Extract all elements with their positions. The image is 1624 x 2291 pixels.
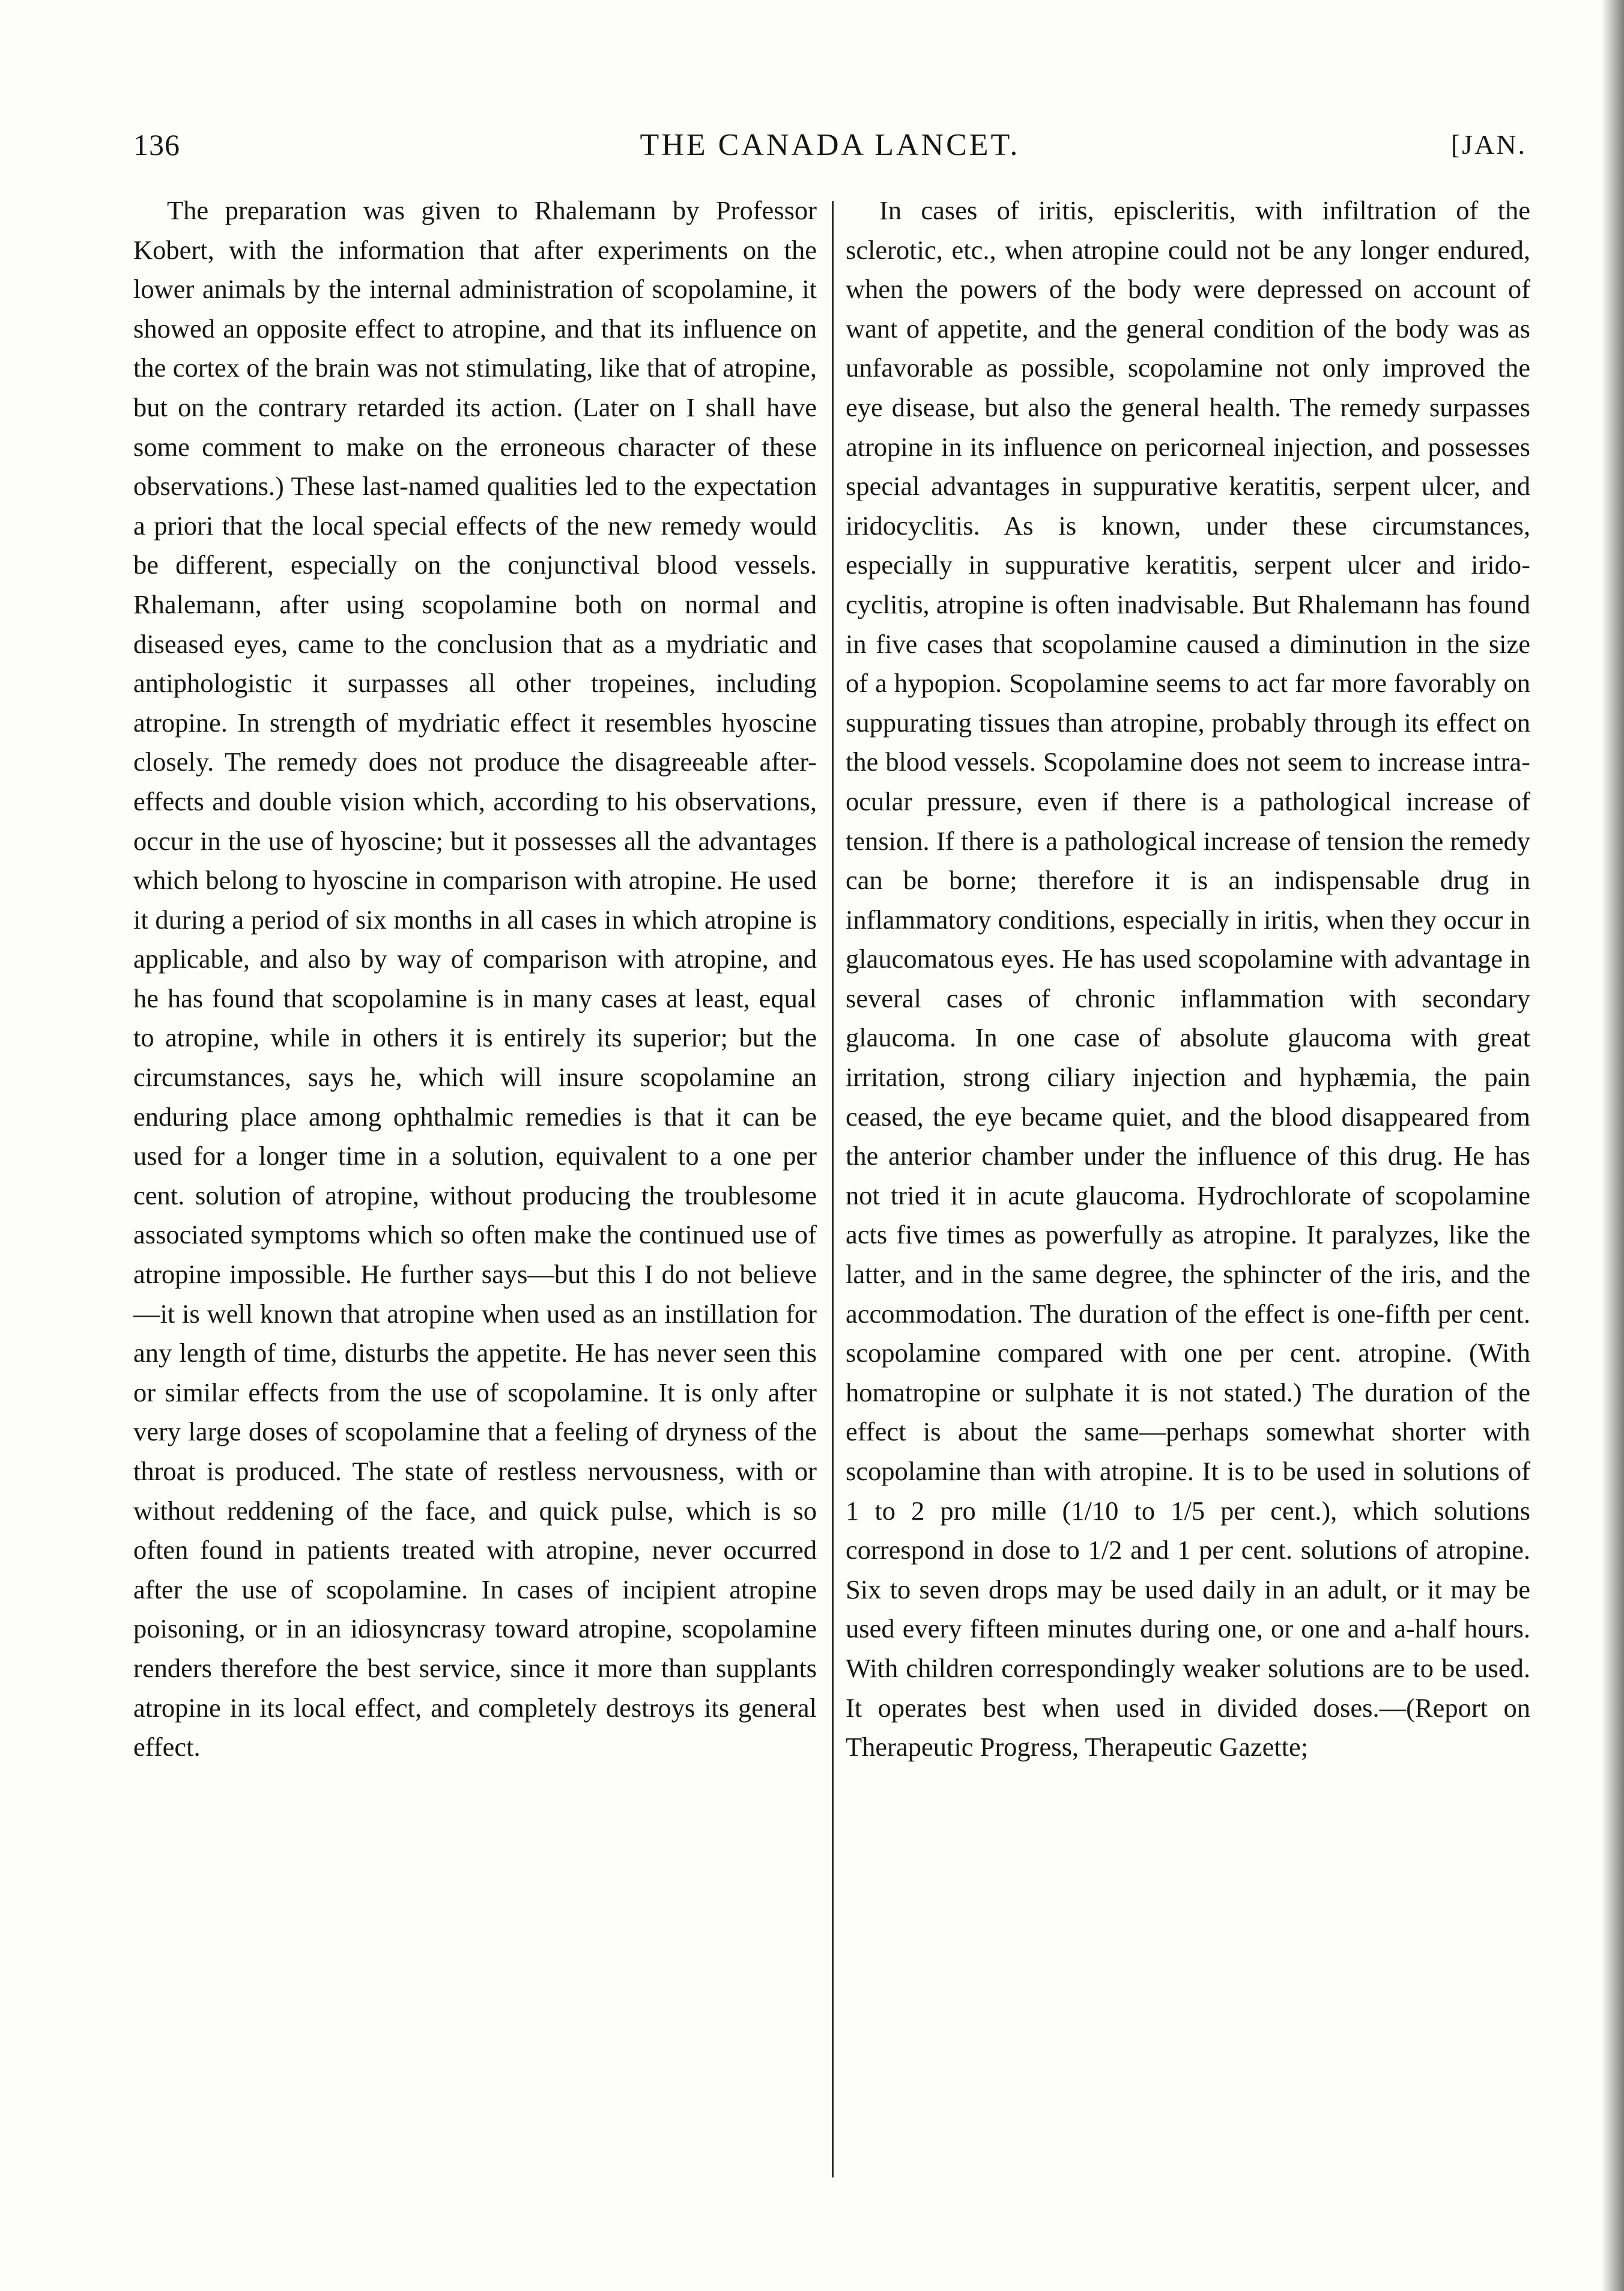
date-fragment: [JAN.: [1450, 129, 1527, 160]
right-column-paragraph: In cases of iritis, episcleritis, with infiltration of the sclerotic, etc., when atropine could not be any longer endured, when the powers of the body were depressed on account of want of appetite, and the general condition of the body was as unfavorable as possible, scopolamine not only improved the eye disease, but also the general health. The remedy surpasses atropine in its influence on pericorneal injection, and possesses special advantages in suppurative keratitis, serpent ulcer, and iridocyclitis. As is known, under these circumstances, especially in suppurative keratitis, serpent ulcer and irido-cyclitis, atropine is often inadvisable. But Rhalemann has found in five cases that scopolamine caused a diminution in the size of a hypopion. Scopolamine seems to act far more favorably on suppurating tissues than atropine, probably through its effect on the blood vessels. Scopolamine does not seem to increase intra-ocular pressure, even if there is a pathological increase of tension. If there is a pathological increase of tension the remedy can be borne; therefore it is an indispensable drug in inflammatory conditions, especially in iritis, when they occur in glaucomatous eyes. He has used scopolamine with advantage in several cases of chronic inflammation with secondary glaucoma. In one case of absolute glaucoma with great irritation, strong ciliary injection and hyphæmia, the pain ceased, the eye became quiet, and the blood disappeared from the anterior chamber under the influence of this drug. He has not tried it in acute glaucoma. Hydrochlorate of scopolamine acts five times as powerfully as atropine. It paralyzes, like the latter, and in the same degree, the sphincter of the iris, and the accommodation. The duration of the effect is one-fifth per cent. scopolamine compared with one per cent. atropine. (With homatropine or sulphate it is not stated.) The duration of the effect is about the same—perhaps somewhat shorter with scopolamine than with atropine. It is to be used in solutions of 1 to 2 pro mille (1/10 to 1/5 per cent.), which solutions correspond in dose to 1/2 and 1 per cent. solutions of atropine. Six to seven drops may be used daily in an adult, or it may be used every fifteen minutes during one, or one and a-half hours. With children correspondingly weaker solutions are to be used. It operates best when used in divided doses.—(Report on Therapeutic Progress, Therapeutic Gazette;: [846, 195, 1530, 1762]
left-column: [133, 191, 817, 1767]
right-column: [846, 191, 1530, 1767]
page-number: 136: [133, 128, 180, 162]
left-column-paragraph: The preparation was given to Rhalemann by Professor Kobert, with the information that after experiments on the lower animals by the internal administration of scopolamine, it showed an opposite effect to atropine, and that its influence on the cortex of the brain was not stimulating, like that of atropine, but on the contrary retarded its action. (Later on I shall have some comment to make on the erroneous character of these observations.) These last-named qualities led to the expectation a priori that the local special effects of the new remedy would be different, especially on the conjunctival blood vessels. Rhalemann, after using scopolamine both on normal and diseased eyes, came to the conclusion that as a mydriatic and antiphologistic it surpasses all other tropeines, including atropine. In strength of mydriatic effect it resembles hyoscine closely. The remedy does not produce the disagreeable after-effects and double vision which, according to his observations, occur in the use of hyoscine; but it possesses all the advantages which belong to hyoscine in comparison with atropine. He used it during a period of six months in all cases in which atropine is applicable, and also by way of comparison with atropine, and he has found that scopolamine is in many cases at least, equal to atropine, while in others it is entirely its superior; but the circumstances, says he, which will insure scopolamine an enduring place among ophthalmic remedies is that it can be used for a longer time in a solution, equivalent to a one per cent. solution of atropine, without producing the troublesome associated symptoms which so often make the continued use of atropine impossible. He further says—but this I do not believe—it is well known that atropine when used as an instillation for any length of time, disturbs the appetite. He has never seen this or similar effects from the use of scopolamine. It is only after very large doses of scopolamine that a feeling of dryness of the throat is produced. The state of restless nervousness, with or without reddening of the face, and quick pulse, which is so often found in patients treated with atropine, never occurred after the use of scopolamine. In cases of incipient atropine poisoning, or in an idiosyncrasy toward atropine, scopolamine renders therefore the best service, since it more than supplants atropine in its local effect, and completely destroys its general effect.: [133, 195, 817, 1762]
journal-title: THE CANADA LANCET.: [640, 128, 1020, 162]
page-edge-shadow: [1601, 0, 1624, 2291]
column-divider: [832, 201, 834, 2177]
running-header: [133, 127, 1527, 175]
